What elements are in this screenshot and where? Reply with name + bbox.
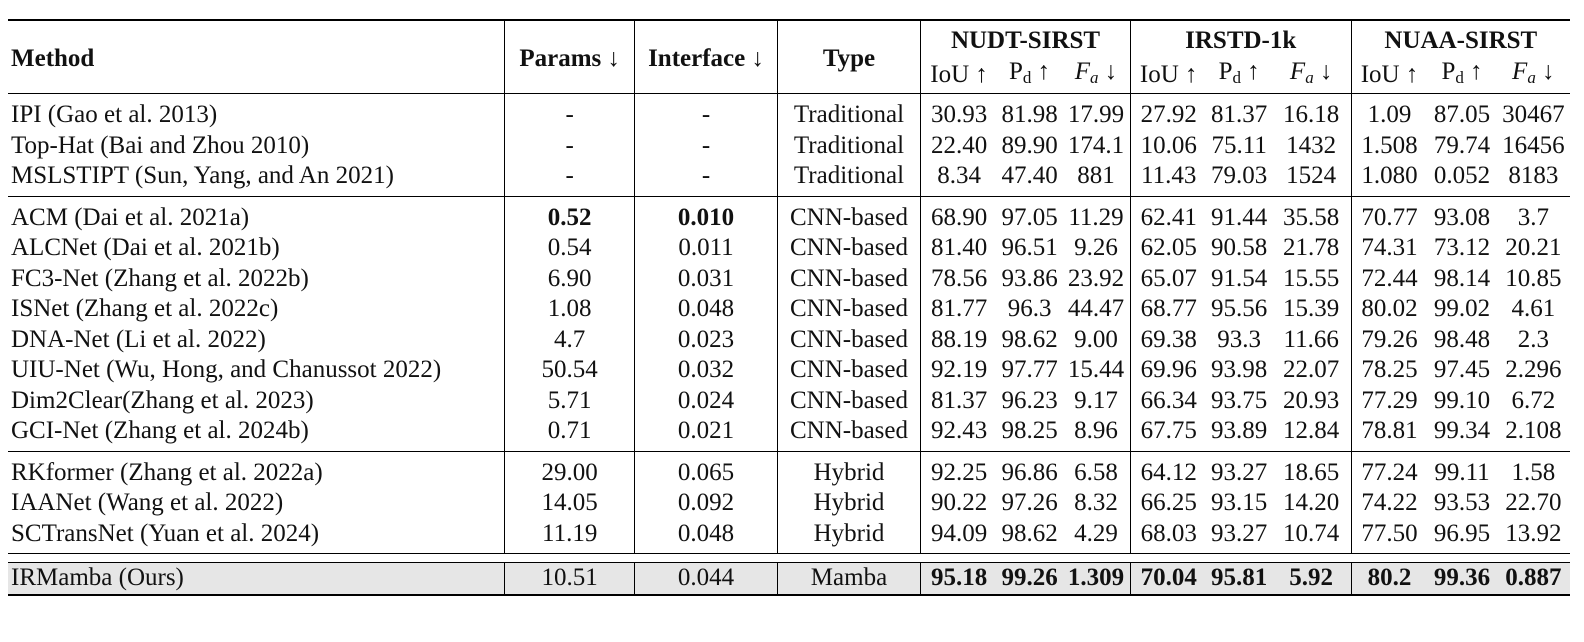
- type-cell: Hybrid: [777, 519, 920, 554]
- type-cell: Mamba: [777, 563, 920, 595]
- metric-value-cell: 8.96: [1074, 417, 1118, 444]
- metric-value-cell: 15.55: [1283, 264, 1340, 292]
- spacer-row: [8, 554, 1570, 563]
- params-cell: 29.00: [505, 451, 635, 488]
- metric-pd: $P_d$ ↑: [1218, 57, 1260, 87]
- metric-value-cell: 30467: [1502, 101, 1565, 128]
- metric-value-cell: 93.53: [1433, 489, 1491, 516]
- metric-value-cell: 93.75: [1211, 386, 1268, 414]
- type-cell: CNN-based: [777, 196, 920, 233]
- table-row: [8, 94, 1570, 131]
- metric-value-cell: 2.108: [1505, 417, 1562, 444]
- type-cell: CNN-based: [777, 416, 920, 451]
- metric-value-cell: 65.07: [1130, 264, 1206, 295]
- table-row: [8, 519, 1570, 554]
- metric-value-cell: 10.06: [1130, 131, 1206, 162]
- metric-value-cell: 0.887: [1497, 563, 1570, 595]
- method-cell: SCTransNet (Yuan et al. 2024): [11, 519, 320, 547]
- method-cell: ACM (Dai et al. 2021a): [8, 196, 505, 233]
- metric-value-cell: 77.50: [1351, 519, 1427, 554]
- metric-value-cell: 81.77: [921, 294, 997, 325]
- metric-value-cell: 22.70: [1505, 489, 1562, 516]
- metric-value-cell: 70.04: [1130, 563, 1206, 595]
- metric-value-cell: 99.26: [997, 563, 1062, 595]
- metric-value-cell: 21.78: [1283, 234, 1340, 261]
- method-cell: ISNet (Zhang et al. 2022c): [11, 295, 279, 322]
- method-cell: Top-Hat (Bai and Zhou 2010): [11, 131, 310, 159]
- metric-value-cell: 8.34: [921, 161, 997, 196]
- metric-fa: $F_a$ ↓: [1512, 57, 1555, 87]
- metric-value-cell: 92.19: [921, 355, 997, 386]
- table-row: [8, 416, 1570, 451]
- method-cell: ALCNet (Dai et al. 2021b): [11, 234, 280, 261]
- metric-value-cell: 10.85: [1505, 264, 1562, 292]
- metric-value-cell: 62.41: [1130, 196, 1206, 233]
- metric-value-cell: 12.84: [1283, 417, 1340, 444]
- metric-value-cell: 44.47: [1067, 295, 1125, 322]
- header-type: Type: [777, 20, 920, 94]
- metric-value-cell: 77.24: [1351, 451, 1427, 488]
- metric-value-cell: 6.58: [1062, 451, 1130, 488]
- table-row-ours: [8, 563, 1570, 595]
- metric-value-cell: 97.26: [1001, 489, 1058, 516]
- metric-value-cell: 97.77: [1001, 356, 1058, 383]
- metric-value-cell: 87.05: [1433, 101, 1491, 128]
- type-cell: CNN-based: [777, 233, 920, 264]
- method-cell: GCI-Net (Zhang et al. 2024b): [11, 417, 309, 444]
- metric-value-cell: 98.25: [1001, 417, 1058, 444]
- metric-value-cell: 3.7: [1497, 196, 1570, 233]
- interface-cell: 0.032: [635, 355, 777, 386]
- metric-value-cell: 79.26: [1351, 325, 1427, 356]
- metric-value-cell: 89.90: [1001, 131, 1058, 159]
- table-header: [8, 20, 1570, 94]
- table-row: [8, 325, 1570, 356]
- interface-cell: 0.010: [635, 196, 777, 233]
- params-cell: 10.51: [505, 563, 635, 595]
- metric-value-cell: 91.54: [1211, 264, 1268, 292]
- metric-fa: $F_a$ ↓: [1074, 57, 1118, 87]
- metric-value-cell: 47.40: [1001, 162, 1058, 189]
- interface-cell: -: [635, 161, 777, 196]
- params-cell: 0.54: [505, 233, 635, 264]
- metric-value-cell: 78.25: [1351, 355, 1427, 386]
- metric-value-cell: 96.51: [1001, 234, 1058, 261]
- metric-value-cell: 174.1: [1067, 131, 1125, 159]
- header-dataset-nuaa: NUAA-SIRST: [1351, 20, 1570, 57]
- metric-value-cell: 4.61: [1511, 295, 1556, 322]
- params-cell: 0.52: [505, 196, 635, 233]
- table-row: [8, 355, 1570, 386]
- metric-value-cell: 22.40: [921, 131, 997, 162]
- params-cell: 0.71: [505, 416, 635, 451]
- metric-value-cell: 1.58: [1497, 451, 1570, 488]
- metric-value-cell: 91.44: [1207, 196, 1272, 233]
- metric-value-cell: 74.22: [1351, 488, 1427, 519]
- metric-value-cell: 2.296: [1505, 356, 1562, 383]
- interface-cell: 0.023: [635, 325, 777, 356]
- metric-value-cell: 88.19: [921, 325, 997, 356]
- params-cell: 11.19: [505, 519, 635, 554]
- type-cell: CNN-based: [777, 294, 920, 325]
- metric-value-cell: 95.56: [1211, 295, 1268, 322]
- params-cell: 14.05: [505, 488, 635, 519]
- method-cell: FC3-Net (Zhang et al. 2022b): [11, 264, 309, 292]
- metric-value-cell: 78.81: [1351, 416, 1427, 451]
- metric-value-cell: 96.3: [1007, 295, 1052, 322]
- metric-value-cell: 14.20: [1283, 489, 1340, 516]
- metric-value-cell: 93.98: [1211, 356, 1268, 383]
- type-cell: CNN-based: [777, 386, 920, 417]
- metric-value-cell: 17.99: [1067, 101, 1125, 128]
- metric-value-cell: 92.43: [921, 416, 997, 451]
- metric-value-cell: 68.77: [1130, 294, 1206, 325]
- metric-value-cell: 1.508: [1351, 131, 1427, 162]
- table-body: [8, 94, 1570, 595]
- metric-value-cell: 98.62: [1001, 519, 1058, 547]
- table-row: [8, 264, 1570, 295]
- table-row: [8, 488, 1570, 519]
- interface-cell: 0.021: [635, 416, 777, 451]
- metric-value-cell: 90.58: [1211, 234, 1268, 261]
- method-cell: Dim2Clear(Zhang et al. 2023): [11, 386, 314, 414]
- metric-value-cell: 9.26: [1074, 234, 1118, 261]
- metric-value-cell: 74.31: [1351, 233, 1427, 264]
- table-row: [8, 451, 1570, 488]
- metric-value-cell: 93.27: [1207, 451, 1272, 488]
- metric-value-cell: 92.25: [921, 451, 997, 488]
- table-row: [8, 196, 1570, 233]
- metric-value-cell: 93.86: [1001, 264, 1058, 292]
- metric-value-cell: 20.21: [1505, 234, 1562, 261]
- metric-value-cell: 15.44: [1067, 356, 1125, 383]
- interface-cell: 0.048: [635, 519, 777, 554]
- params-cell: -: [505, 94, 635, 131]
- table-row: [8, 161, 1570, 196]
- metric-value-cell: 93.15: [1211, 489, 1268, 516]
- metric-value-cell: 27.92: [1130, 94, 1206, 131]
- metric-value-cell: 30.93: [921, 94, 997, 131]
- metric-value-cell: 11.66: [1283, 325, 1339, 353]
- metric-value-cell: 77.29: [1351, 386, 1427, 417]
- interface-cell: 0.011: [635, 233, 777, 264]
- metric-fa: $F_a$ ↓: [1289, 57, 1333, 87]
- interface-cell: -: [635, 94, 777, 131]
- method-cell: DNA-Net (Li et al. 2022): [11, 325, 266, 353]
- type-cell: CNN-based: [777, 325, 920, 356]
- metric-value-cell: 81.37: [1211, 101, 1268, 128]
- method-cell: IRMamba (Ours): [8, 563, 505, 595]
- header-dataset-nudt: NUDT-SIRST: [921, 20, 1131, 57]
- metric-value-cell: 13.92: [1505, 519, 1562, 547]
- metric-value-cell: 96.95: [1433, 519, 1491, 547]
- metric-value-cell: 4.29: [1074, 519, 1118, 547]
- metric-value-cell: 97.05: [997, 196, 1062, 233]
- table-row: [8, 386, 1570, 417]
- metric-value-cell: 96.23: [1001, 386, 1058, 414]
- metric-value-cell: 69.38: [1130, 325, 1206, 356]
- interface-cell: -: [635, 131, 777, 162]
- metric-value-cell: 97.45: [1433, 356, 1491, 383]
- metric-value-cell: 98.48: [1433, 325, 1491, 353]
- metric-value-cell: 80.2: [1351, 563, 1427, 595]
- table-row: [8, 131, 1570, 162]
- metric-value-cell: 0.052: [1433, 162, 1491, 189]
- metric-value-cell: 93.3: [1217, 325, 1262, 353]
- metric-value-cell: 93.27: [1211, 519, 1268, 547]
- metric-value-cell: 62.05: [1130, 233, 1206, 264]
- type-cell: Hybrid: [777, 488, 920, 519]
- method-cell: UIU-Net (Wu, Hong, and Chanussot 2022): [11, 356, 442, 383]
- metric-value-cell: 81.37: [921, 386, 997, 417]
- metric-value-cell: 11.29: [1062, 196, 1130, 233]
- metric-iou: IoU ↑: [1130, 57, 1206, 94]
- metric-value-cell: 93.89: [1211, 417, 1268, 444]
- type-cell: Traditional: [777, 94, 920, 131]
- interface-cell: 0.065: [635, 451, 777, 488]
- metric-value-cell: 78.56: [921, 264, 997, 295]
- table-row: [8, 233, 1570, 264]
- header-method: Method: [11, 45, 95, 73]
- metric-value-cell: 881: [1077, 162, 1115, 189]
- metric-value-cell: 1.09: [1351, 94, 1427, 131]
- metric-value-cell: 99.36: [1427, 563, 1496, 595]
- header-dataset-irstd: IRSTD-1k: [1130, 20, 1351, 57]
- metric-value-cell: 79.74: [1433, 131, 1491, 159]
- type-cell: CNN-based: [777, 264, 920, 295]
- params-cell: 50.54: [505, 355, 635, 386]
- type-cell: Traditional: [777, 131, 920, 162]
- metric-value-cell: 99.10: [1433, 386, 1491, 414]
- metric-value-cell: 99.34: [1433, 417, 1491, 444]
- metric-value-cell: 99.11: [1427, 451, 1496, 488]
- params-cell: 1.08: [505, 294, 635, 325]
- metric-value-cell: 79.03: [1211, 162, 1268, 189]
- metric-value-cell: 16456: [1502, 131, 1565, 159]
- metric-value-cell: 72.44: [1351, 264, 1427, 295]
- interface-cell: 0.031: [635, 264, 777, 295]
- type-cell: CNN-based: [777, 355, 920, 386]
- metric-value-cell: 70.77: [1351, 196, 1427, 233]
- method-cell: MSLSTIPT (Sun, Yang, and An 2021): [11, 162, 394, 189]
- metric-value-cell: 98.62: [1001, 325, 1058, 353]
- metric-value-cell: 5.92: [1272, 563, 1351, 595]
- metric-value-cell: 35.58: [1272, 196, 1351, 233]
- metric-value-cell: 22.07: [1283, 356, 1340, 383]
- results-table-container: [8, 19, 1570, 596]
- params-cell: -: [505, 161, 635, 196]
- metric-value-cell: 23.92: [1067, 264, 1125, 292]
- metric-value-cell: 99.02: [1433, 295, 1491, 322]
- metric-value-cell: 8183: [1508, 162, 1559, 189]
- metric-value-cell: 11.43: [1130, 161, 1206, 196]
- metric-value-cell: 81.40: [921, 233, 997, 264]
- metric-iou: IoU ↑: [921, 57, 997, 94]
- metric-pd: $P_d$ ↑: [1009, 57, 1051, 87]
- interface-cell: 0.092: [635, 488, 777, 519]
- metric-value-cell: 68.90: [921, 196, 997, 233]
- metric-value-cell: 73.12: [1433, 234, 1491, 261]
- metric-value-cell: 98.14: [1433, 264, 1491, 292]
- header-params: Params ↓: [505, 20, 635, 94]
- type-cell: Traditional: [777, 161, 920, 196]
- interface-cell: 0.048: [635, 294, 777, 325]
- interface-cell: 0.044: [635, 563, 777, 595]
- metric-pd: $P_d$ ↑: [1441, 57, 1483, 87]
- metric-value-cell: 95.18: [921, 563, 997, 595]
- metric-value-cell: 95.81: [1207, 563, 1272, 595]
- metric-value-cell: 69.96: [1130, 355, 1206, 386]
- metric-value-cell: 66.25: [1130, 488, 1206, 519]
- metric-value-cell: 1432: [1286, 131, 1337, 159]
- metric-value-cell: 1.080: [1351, 161, 1427, 196]
- method-cell: IAANet (Wang et al. 2022): [11, 489, 284, 516]
- table-row: [8, 294, 1570, 325]
- metric-value-cell: 20.93: [1283, 386, 1340, 414]
- metric-value-cell: 18.65: [1272, 451, 1351, 488]
- interface-cell: 0.024: [635, 386, 777, 417]
- metric-value-cell: 6.72: [1511, 386, 1556, 414]
- metric-value-cell: 8.32: [1074, 489, 1118, 516]
- method-cell: RKformer (Zhang et al. 2022a): [8, 451, 505, 488]
- type-cell: Hybrid: [777, 451, 920, 488]
- metric-value-cell: 64.12: [1130, 451, 1206, 488]
- metric-value-cell: 15.39: [1283, 295, 1340, 322]
- params-cell: 4.7: [505, 325, 635, 356]
- metric-value-cell: 1.309: [1062, 563, 1130, 595]
- metric-value-cell: 94.09: [921, 519, 997, 554]
- metric-value-cell: 9.00: [1074, 325, 1118, 353]
- metric-value-cell: 10.74: [1283, 519, 1340, 547]
- metric-value-cell: 68.03: [1130, 519, 1206, 554]
- metric-value-cell: 67.75: [1130, 416, 1206, 451]
- metric-value-cell: 90.22: [921, 488, 997, 519]
- metric-value-cell: 96.86: [997, 451, 1062, 488]
- results-table: [8, 19, 1570, 596]
- metric-value-cell: 81.98: [1001, 101, 1058, 128]
- header-interface: Interface ↓: [635, 20, 777, 94]
- metric-value-cell: 80.02: [1351, 294, 1427, 325]
- params-cell: -: [505, 131, 635, 162]
- params-cell: 5.71: [505, 386, 635, 417]
- metric-value-cell: 75.11: [1211, 131, 1267, 159]
- method-cell: IPI (Gao et al. 2013): [11, 101, 218, 128]
- metric-value-cell: 2.3: [1517, 325, 1549, 353]
- metric-value-cell: 1524: [1286, 162, 1337, 189]
- metric-value-cell: 16.18: [1283, 101, 1340, 128]
- metric-value-cell: 66.34: [1130, 386, 1206, 417]
- metric-iou: IoU ↑: [1351, 57, 1427, 94]
- metric-value-cell: 9.17: [1074, 386, 1118, 414]
- params-cell: 6.90: [505, 264, 635, 295]
- metric-value-cell: 93.08: [1427, 196, 1496, 233]
